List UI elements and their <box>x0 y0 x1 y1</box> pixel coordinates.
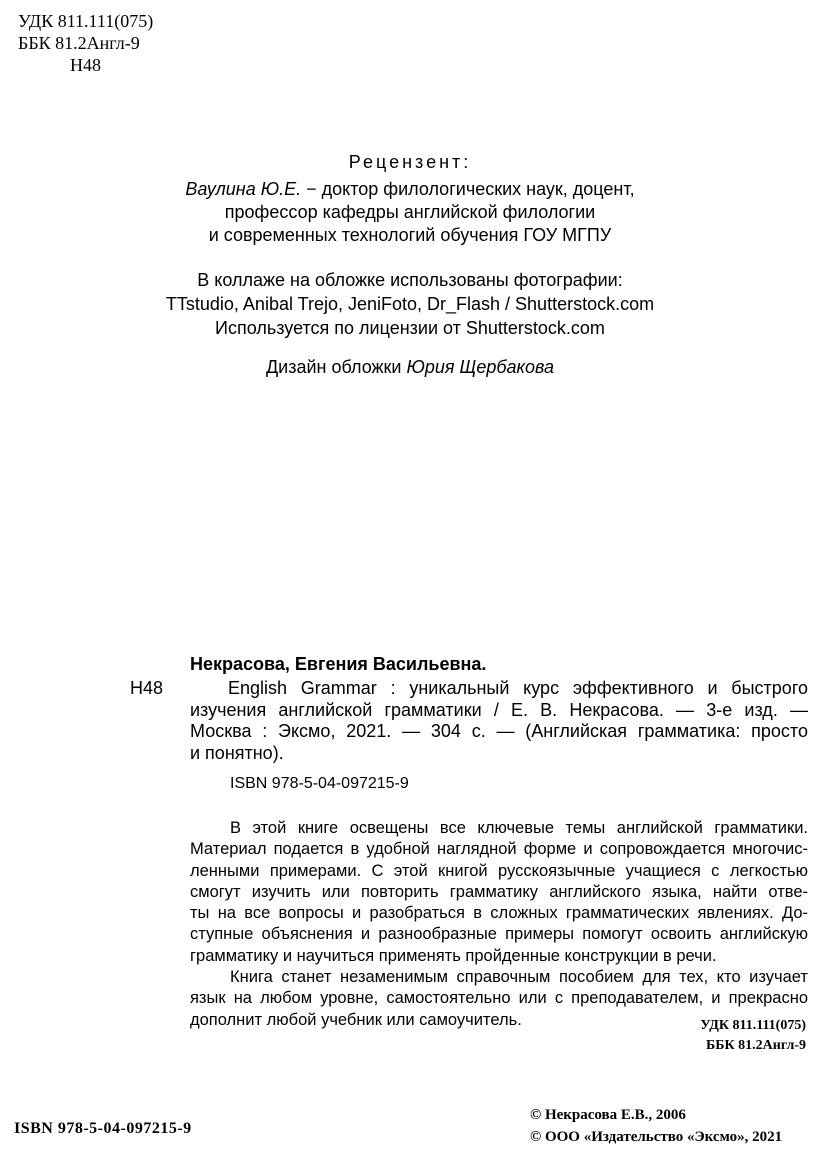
copyright-notices <box>530 1104 782 1148</box>
abstract-line: ленными примерами. С этой книгой русскоязычные учащиеся с легкостью <box>190 861 808 880</box>
reviewer-name: Ваулина Ю.Е. <box>185 179 302 199</box>
copyright-author: © Некрасова Е.В., 2006 <box>530 1107 686 1123</box>
abstract-line: В этой книге освещены все ключевые темы английской грамматики. <box>230 819 808 837</box>
reviewer-line-2: профессор кафедры английской филологии <box>224 202 596 222</box>
isbn-bottom: ISBN 978-5-04-097215-9 <box>14 1120 192 1137</box>
reviewer-line-3: и современных технологий обучения ГОУ МГПУ <box>208 225 612 245</box>
bottom-classification-codes <box>700 1016 806 1056</box>
photo-credits <box>0 268 820 340</box>
bbk-code: ББК 81.2Англ-9 <box>18 33 140 53</box>
photo-credits-line-2: TTstudio, Anibal Trejo, JeniFoto, Dr_Flash / Shutterstock.com <box>165 294 655 314</box>
abstract-line: Материал подается в удобной наглядной форме и сопровождается многочис- <box>190 840 808 859</box>
photo-credits-line-1: В коллаже на обложке использованы фотографии: <box>197 270 623 290</box>
abstract-line: язык на любом уровне, самостоятельно или с преподавателем, и прекрасно <box>190 989 808 1008</box>
catalog-line: и понятно). <box>190 742 284 763</box>
bottom-udk-code: УДК 811.111(075) <box>700 1018 806 1033</box>
reviewer-label: Рецензент: <box>348 152 472 172</box>
designer-name: Юрия Щербакова <box>406 357 555 377</box>
author-mark: Н48 <box>70 55 101 75</box>
catalog-line: English Grammar : уникальный курс эффективного и быстрого <box>228 678 808 698</box>
bottom-bbk-code: ББК 81.2Англ-9 <box>705 1038 806 1053</box>
reviewer-title: − доктор филологических наук, доцент, <box>301 179 635 199</box>
abstract-line: ступные объяснения и разнообразные примеры помогут освоить английскую <box>190 925 808 944</box>
catalog-line: Москва : Эксмо, 2021. — 304 с. — (Английская грамматика: просто <box>190 721 808 741</box>
reviewer-block <box>0 178 820 247</box>
abstract-line: Книга станет незаменимым справочным пособием для тех, кто изучает <box>230 968 808 987</box>
copyright-publisher: © ООО «Издательство «Эксмо», 2021 <box>530 1129 783 1145</box>
book-abstract <box>190 818 808 1031</box>
abstract-line: грамматику и научиться применять пройденные конструкции в речи. <box>190 946 717 965</box>
abstract-line: дополнит любой учебник или самоучитель. <box>190 1010 522 1029</box>
design-prefix: Дизайн обложки <box>265 357 407 377</box>
catalog-isbn: ISBN 978-5-04-097215-9 <box>230 775 409 792</box>
catalog-line: изучения английской грамматики / Е. В. Некрасова. — 3-е изд. — <box>190 699 808 720</box>
abstract-line: ты на все вопросы и разобраться в сложных грамматических явлениях. До- <box>190 904 808 923</box>
photo-credits-line-3: Используется по лицензии от Shutterstock.com <box>215 318 605 338</box>
reviewer-line-1 <box>0 178 820 201</box>
catalog-author: Некрасова, Евгения Васильевна. <box>190 654 487 674</box>
catalog-code: Н48 <box>130 678 164 698</box>
udk-code: УДК 811.111(075) <box>18 11 154 31</box>
catalog-description <box>190 678 808 764</box>
top-classification-codes <box>18 10 153 76</box>
cover-design-credit <box>0 357 820 378</box>
abstract-line: смогут изучить или повторить грамматику английского языка, найти отве- <box>190 882 808 901</box>
